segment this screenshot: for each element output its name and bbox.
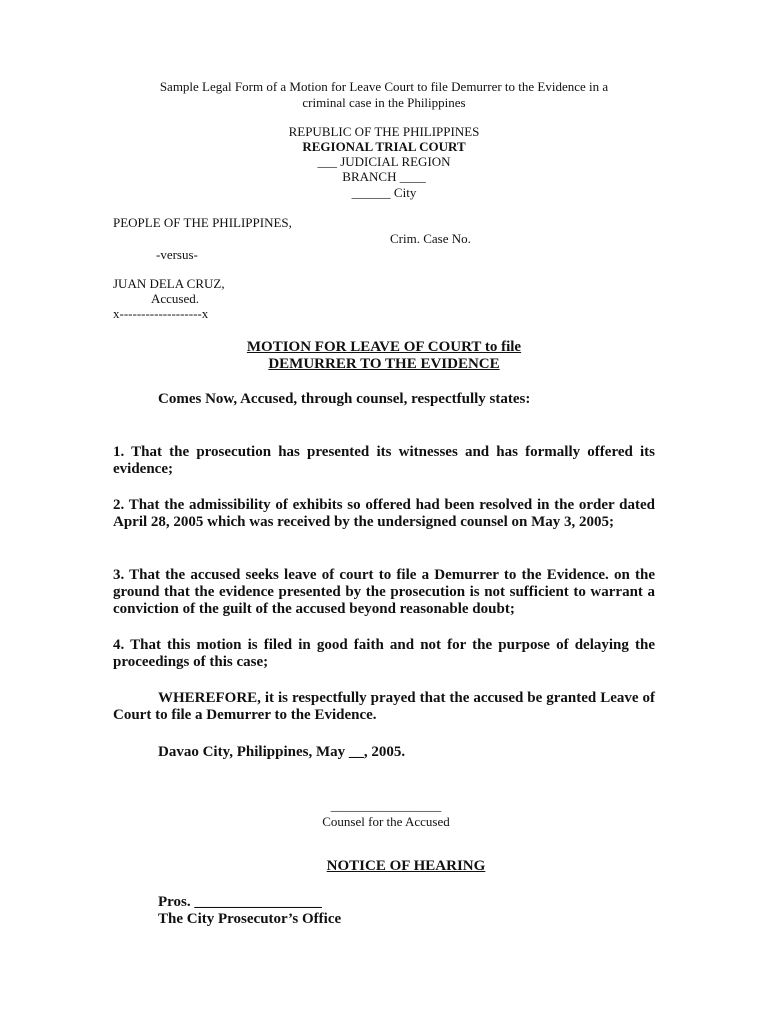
date-line: Davao City, Philippines, May __, 2005.: [158, 744, 406, 760]
court-name: REGIONAL TRIAL COURT: [302, 139, 466, 154]
intro-line-2: criminal case in the Philippines: [302, 95, 466, 110]
caption-separator: x-------------------x: [113, 306, 209, 321]
caption-plaintiff: PEOPLE OF THE PHILIPPINES,: [113, 215, 292, 230]
opening-statement: Comes Now, Accused, through counsel, respectfully states:: [158, 391, 531, 407]
paragraph-2: 2. That the admissibility of exhibits so offered had been resolved in the order dated April 28, 2005 which was received by the undersigned counsel on May 3, 2005;: [113, 497, 655, 530]
caption-versus: -versus-: [156, 247, 198, 262]
paragraph-1: 1. That the prosecution has presented its witnesses and has formally offered its evidence;: [113, 444, 655, 477]
caption-case-no: Crim. Case No.: [390, 231, 471, 246]
notice-title: NOTICE OF HEARING: [326, 858, 486, 874]
notice-office: The City Prosecutor’s Office: [158, 911, 342, 927]
paragraph-4: 4. That this motion is filed in good faith and not for the purpose of delaying the proceedings of this case;: [113, 637, 655, 670]
caption-accused-label: Accused.: [151, 291, 200, 306]
prayer-paragraph: WHEREFORE, it is respectfully prayed that the accused be granted Leave of Court to file a Demurrer to the Evidence.: [113, 690, 655, 723]
court-republic: REPUBLIC OF THE PHILIPPINES: [288, 124, 480, 139]
court-branch: BRANCH ____: [342, 169, 426, 184]
paragraph-3: 3. That the accused seeks leave of court to file a Demurrer to the Evidence. on the ground that the evidence presented by the prosecution is not sufficient to warrant a conviction of the guilt of the accused beyond reasonable doubt;: [113, 567, 655, 617]
notice-prosecutor: Pros. _________________: [158, 894, 322, 910]
motion-title-line-2: DEMURRER TO THE EVIDENCE: [268, 356, 500, 372]
court-region: ___ JUDICIAL REGION: [317, 154, 451, 169]
signature-label: Counsel for the Accused: [322, 814, 450, 829]
court-city: ______ City: [351, 185, 417, 200]
intro-line-1: Sample Legal Form of a Motion for Leave Court to file Demurrer to the Evidence in a: [159, 79, 609, 94]
caption-accused-name: JUAN DELA CRUZ,: [113, 276, 225, 291]
signature-line: _________________: [330, 798, 442, 813]
motion-title-line-1: MOTION FOR LEAVE OF COURT to file: [246, 339, 522, 355]
